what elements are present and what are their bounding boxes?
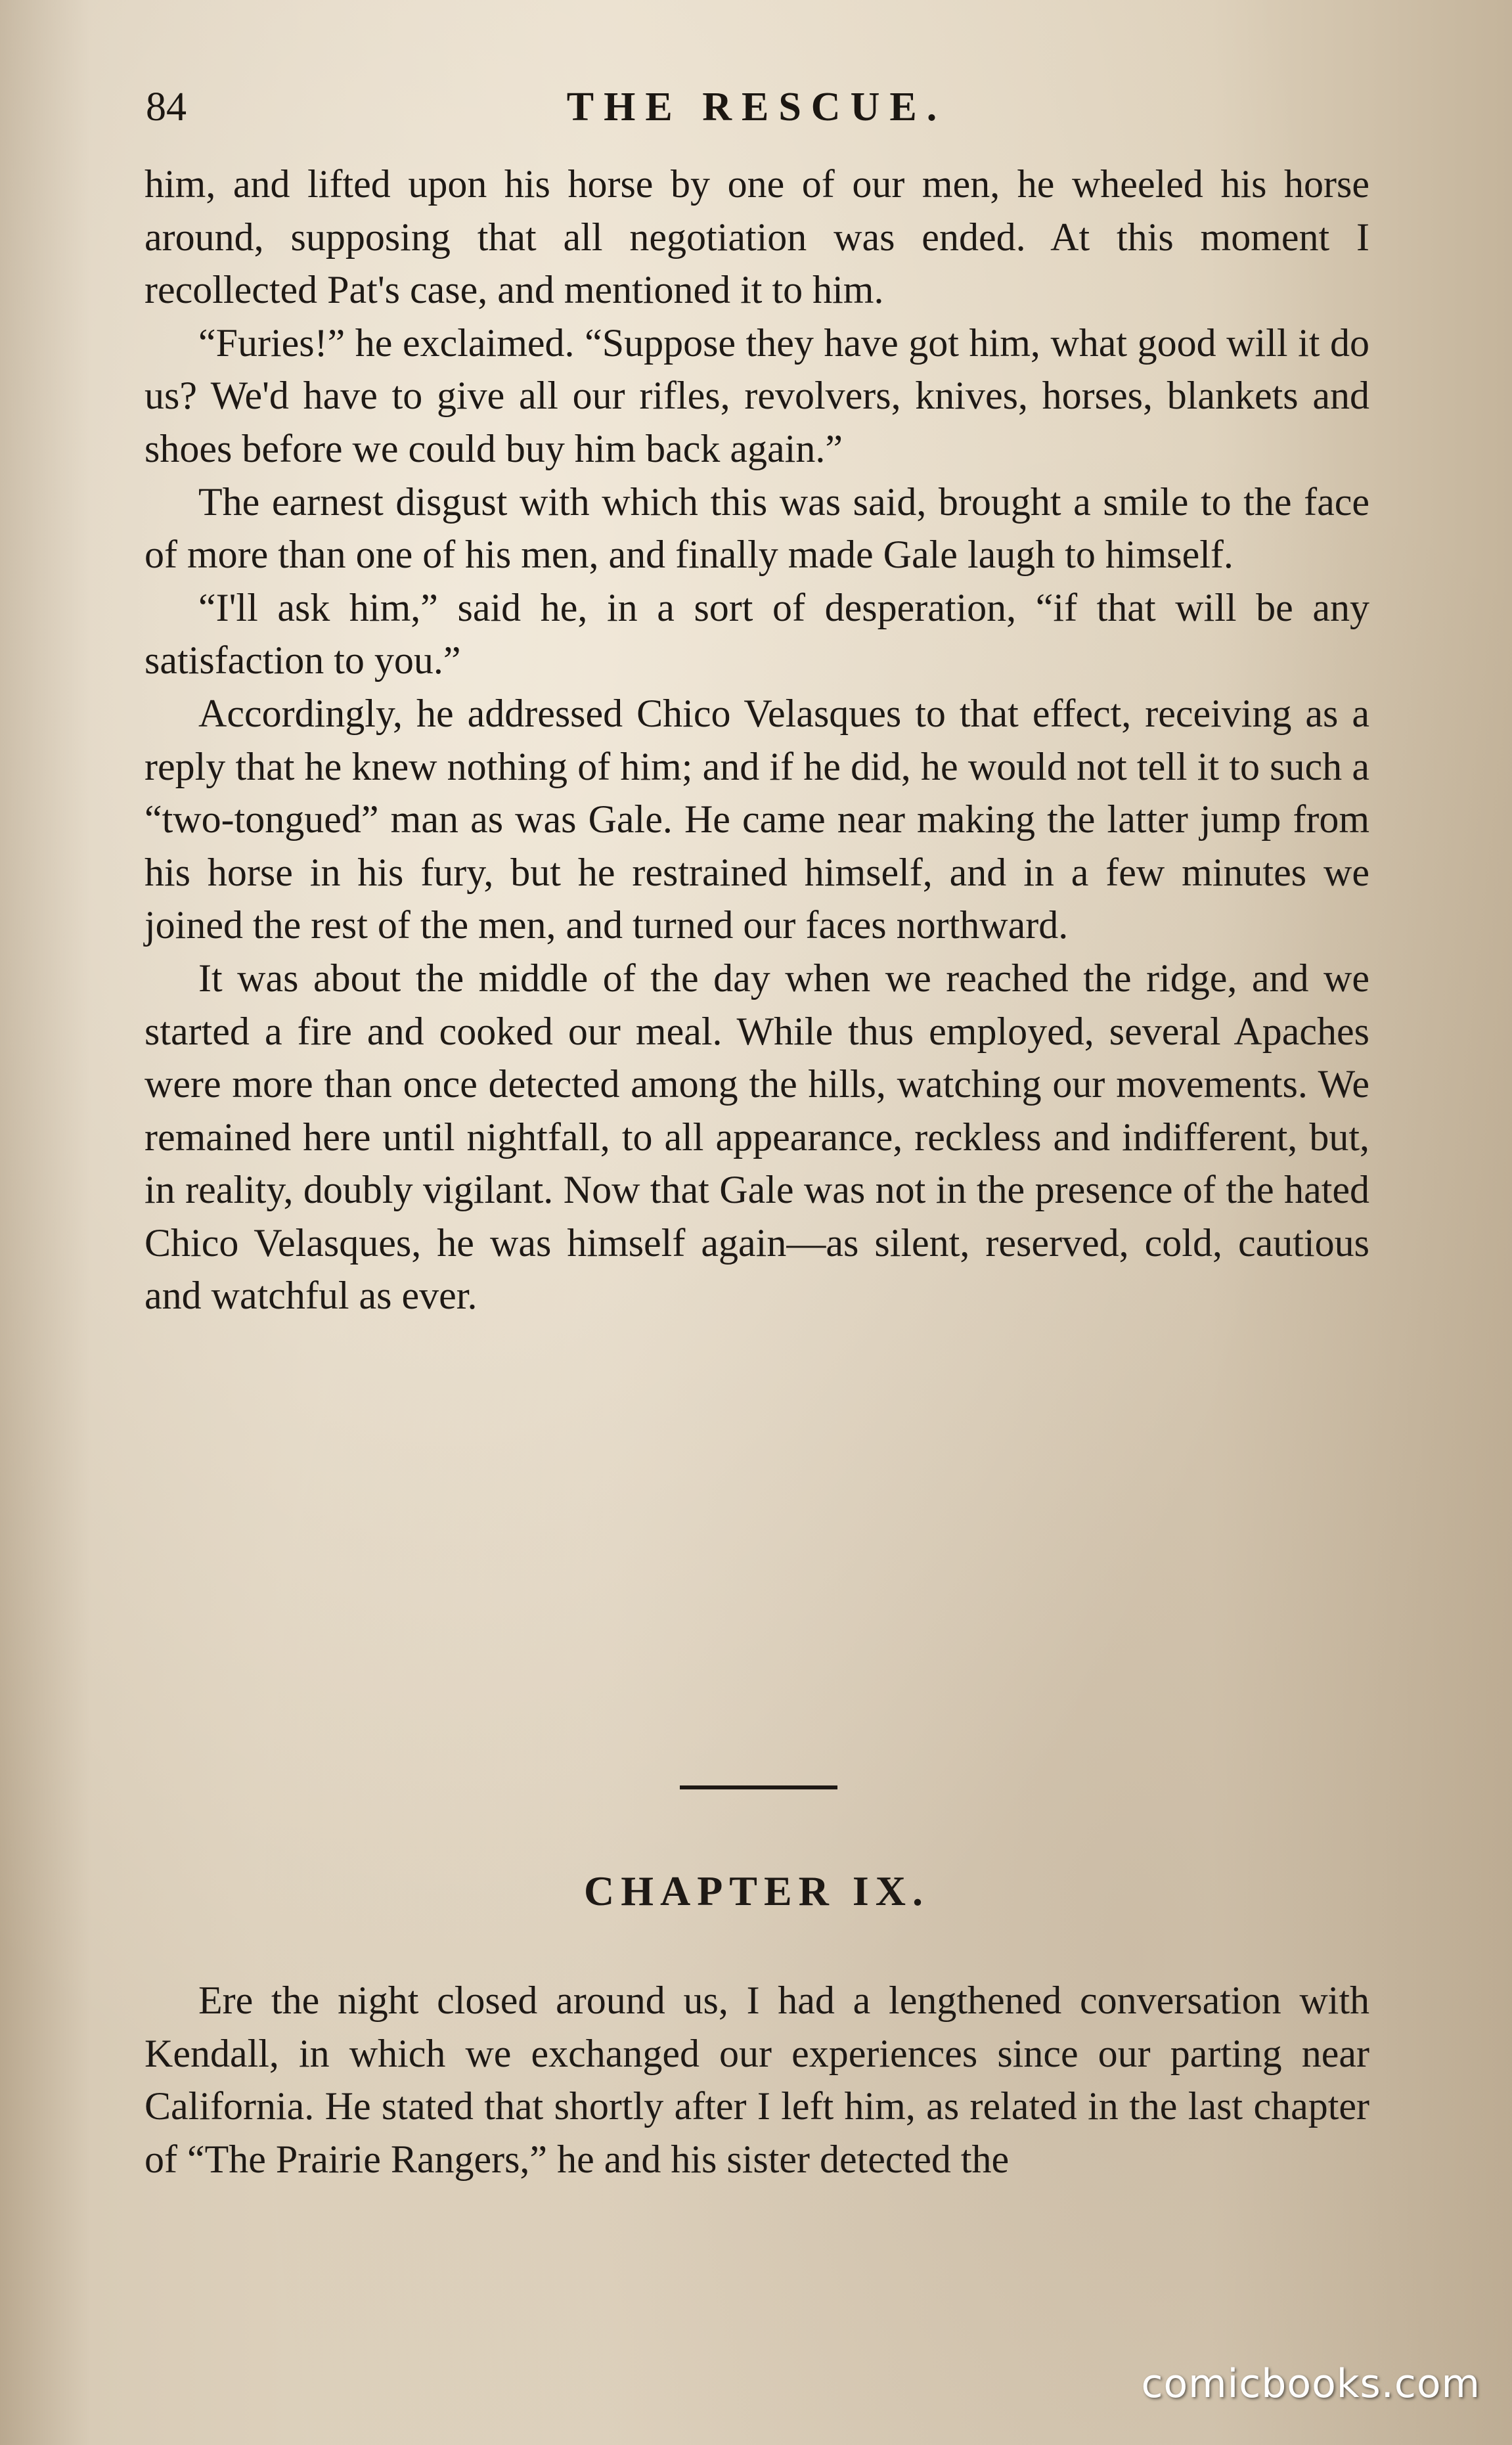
paragraph-continuation: him, and lifted upon his horse by one of our men, he wheeled his horse around, supposing that all negotiation was ended. At this moment I recollected Pat's case, and mentioned it to him.	[145, 162, 1369, 312]
running-head: THE RESCUE.	[566, 85, 947, 129]
chapter-heading: CHAPTER IX.	[583, 1868, 930, 1914]
page-header	[146, 84, 1367, 143]
paragraph: “I'll ask him,” said he, in a sort of desperation, “if that will be any satisfaction to you.”	[145, 585, 1369, 683]
paragraph: The earnest disgust with which this was said, brought a smile to the face of more than one of his men, and finally made Gale laugh to himself.	[145, 480, 1369, 577]
paragraph: It was about the middle of the day when we reached the ridge, and we started a fire and cooked our meal. While thus employed, several Apaches were more than once detected among the hills, watching our movements. We remained here until nightfall, to all appearance, reckless and indifferent, but, in reality, doubly vigilant. Now that Gale was not in the presence of the hated Chico Velasques, he was himself again—as silent, reserved, cold, cautious and watchful as ever.	[145, 956, 1369, 1318]
chapter-text	[145, 1974, 1369, 2186]
paragraph: “Furies!” he exclaimed. “Suppose they have got him, what good will it do us? We'd have to give all our rifles, revolvers, knives, horses, blankets and shoes before we could buy him back again.”	[145, 321, 1369, 470]
body-text	[145, 158, 1369, 1322]
chapter-opening-paragraph: Ere the night closed around us, I had a lengthened conversation with Kendall, in which we exchanged our experiences since our parting near California. He stated that shortly after I left him, as related in the last chapter of “The Prairie Rangers,” he and his sister detected the	[145, 1979, 1369, 2181]
page-number: 84	[146, 85, 187, 129]
section-divider	[680, 1785, 837, 1789]
paragraph: Accordingly, he addressed Chico Velasques to that effect, receiving as a reply that he knew nothing of him; and if he did, he would not tell it to such a “two-tongued” man as was Gale. He came near making the latter jump from his horse in his fury, but he restrained himself, and in a few minutes we joined the rest of the men, and turned our faces northward.	[145, 691, 1369, 947]
watermark-logo: comicbooks.com	[1141, 2361, 1480, 2407]
